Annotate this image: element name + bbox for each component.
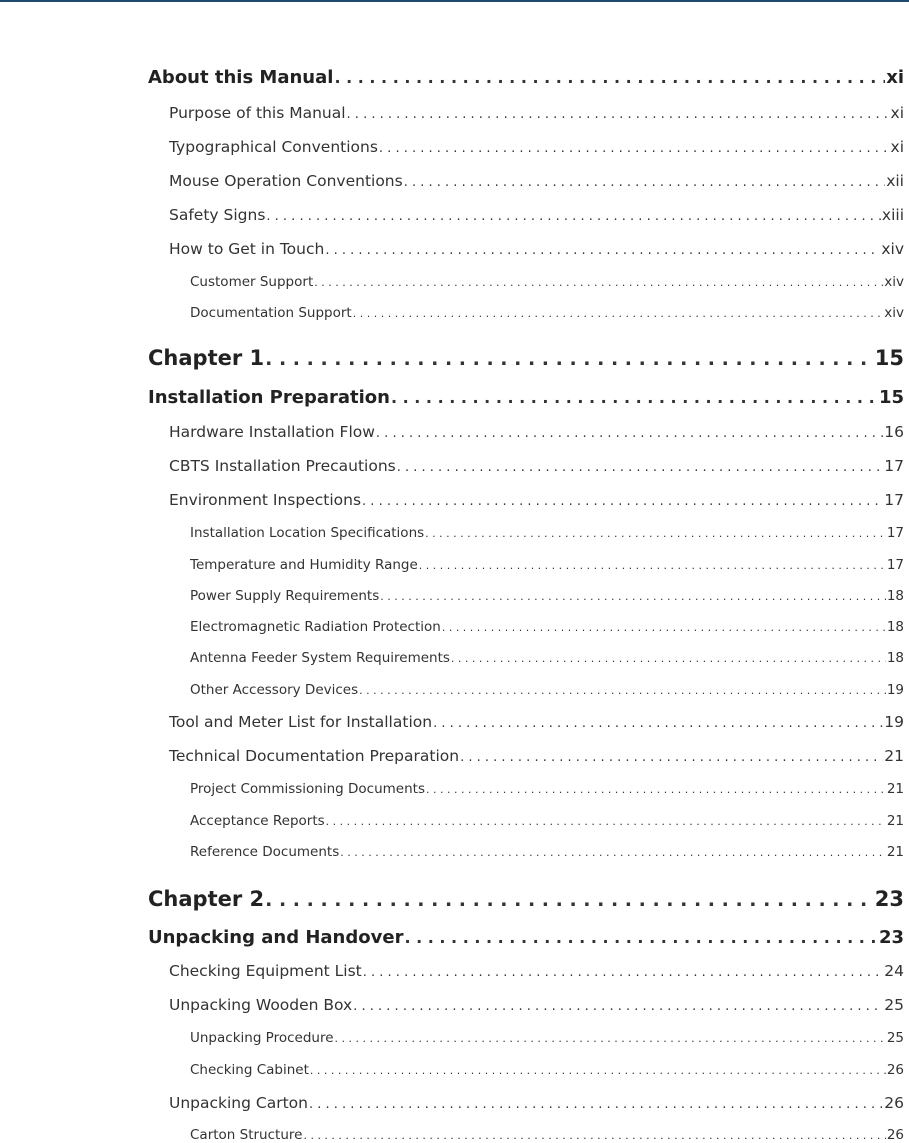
toc-entry[interactable] xyxy=(169,996,904,1014)
toc-title: Other Accessory Devices xyxy=(190,682,359,698)
toc-entry[interactable] xyxy=(169,747,904,765)
toc-title: Installation Preparation xyxy=(148,387,390,408)
toc-page: 17 xyxy=(886,525,904,541)
toc-leader xyxy=(376,426,883,441)
toc-leader xyxy=(325,243,880,258)
toc-page: 19 xyxy=(886,682,904,698)
toc-leader xyxy=(460,750,883,765)
toc-entry[interactable] xyxy=(190,619,904,635)
toc-entry[interactable] xyxy=(148,67,904,88)
toc-title: Environment Inspections xyxy=(169,491,362,509)
toc-page: 17 xyxy=(884,457,904,475)
toc-page: xii xyxy=(886,172,904,190)
toc-leader xyxy=(266,209,881,224)
toc-entry[interactable] xyxy=(190,1127,904,1143)
toc-title: Technical Documentation Preparation xyxy=(169,747,460,765)
toc-leader xyxy=(380,590,886,603)
toc-page: xiv xyxy=(881,240,904,258)
toc-leader xyxy=(379,141,890,156)
toc-title: Checking Cabinet xyxy=(190,1062,309,1078)
toc-page: 17 xyxy=(884,491,904,509)
toc-leader xyxy=(397,460,884,475)
toc-leader xyxy=(359,684,886,697)
toc-leader xyxy=(334,68,885,87)
toc-title: Mouse Operation Conventions xyxy=(169,172,403,190)
toc-leader xyxy=(353,307,884,320)
toc-page: 25 xyxy=(886,1030,904,1046)
toc-page: 16 xyxy=(884,423,904,441)
toc-entry[interactable] xyxy=(148,887,904,911)
toc-title: Purpose of this Manual xyxy=(169,104,346,122)
toc-entry[interactable] xyxy=(169,104,904,122)
toc-title: Electromagnetic Radiation Protection xyxy=(190,619,441,635)
toc-page: 21 xyxy=(886,844,904,860)
toc-page: 25 xyxy=(884,996,904,1014)
toc-title: Checking Equipment List xyxy=(169,962,362,980)
toc-page: 15 xyxy=(878,387,904,408)
toc-leader xyxy=(404,928,877,947)
toc-page: 15 xyxy=(874,346,904,370)
toc-entry[interactable] xyxy=(190,682,904,698)
toc-leader xyxy=(265,889,874,911)
toc-leader xyxy=(362,494,883,509)
toc-leader xyxy=(433,716,883,731)
toc-page: 26 xyxy=(886,1127,904,1143)
toc-leader xyxy=(347,107,890,122)
toc-entry[interactable] xyxy=(190,274,904,290)
toc-page: 18 xyxy=(886,650,904,666)
toc-entry[interactable] xyxy=(148,387,904,408)
toc-title: How to Get in Touch xyxy=(169,240,325,258)
toc-title: Antenna Feeder System Requirements xyxy=(190,650,450,666)
toc-page: 23 xyxy=(874,887,904,911)
toc-leader xyxy=(303,1129,885,1142)
toc-title: Acceptance Reports xyxy=(190,813,325,829)
toc-entry[interactable] xyxy=(190,305,904,321)
toc-title: Unpacking Carton xyxy=(169,1094,308,1112)
toc-page: 18 xyxy=(886,619,904,635)
toc-leader xyxy=(326,815,886,828)
toc-page: 26 xyxy=(884,1094,904,1112)
toc-page: 21 xyxy=(884,747,904,765)
toc-page: 21 xyxy=(886,781,904,797)
toc-title: Chapter 2 xyxy=(148,887,265,911)
toc-leader xyxy=(353,999,883,1014)
toc-title: About this Manual xyxy=(148,67,334,88)
toc-title: Installation Location Specifications xyxy=(190,525,425,541)
toc-entry[interactable] xyxy=(190,1062,904,1078)
toc-leader xyxy=(404,175,885,190)
toc-leader xyxy=(425,527,886,540)
toc-leader xyxy=(309,1097,883,1112)
toc-title: Reference Documents xyxy=(190,844,340,860)
toc-entry[interactable] xyxy=(169,457,904,475)
toc-page: xi xyxy=(886,67,904,88)
toc-page: 26 xyxy=(886,1062,904,1078)
toc-page: xiv xyxy=(884,305,904,321)
toc-leader xyxy=(265,348,874,370)
toc-page: 19 xyxy=(884,713,904,731)
toc-title: Typographical Conventions xyxy=(169,138,378,156)
toc-entry[interactable] xyxy=(190,813,904,829)
toc-leader xyxy=(310,1064,886,1077)
toc-title: Chapter 1 xyxy=(148,346,265,370)
toc-leader xyxy=(426,783,886,796)
toc-page: xiii xyxy=(881,206,904,224)
toc-leader xyxy=(442,621,886,634)
toc-title: Unpacking Procedure xyxy=(190,1030,334,1046)
toc-title: Temperature and Humidity Range xyxy=(190,557,418,573)
toc-entry[interactable] xyxy=(169,491,904,509)
toc-title: Customer Support xyxy=(190,274,314,290)
toc-page: 23 xyxy=(878,927,904,948)
toc-leader xyxy=(314,276,883,289)
toc-page: xi xyxy=(890,138,904,156)
toc-entry[interactable] xyxy=(169,172,904,190)
toc-page: 21 xyxy=(886,813,904,829)
toc-title: CBTS Installation Precautions xyxy=(169,457,396,475)
toc-entry[interactable] xyxy=(169,962,904,980)
toc-entry[interactable] xyxy=(190,525,904,541)
toc-title: Project Commissioning Documents xyxy=(190,781,425,797)
toc-title: Documentation Support xyxy=(190,305,352,321)
toc-title: Unpacking and Handover xyxy=(148,927,404,948)
toc-entry[interactable] xyxy=(190,650,904,666)
toc-entry[interactable] xyxy=(190,781,904,797)
toc-entry[interactable] xyxy=(169,206,904,224)
toc-page: 17 xyxy=(886,557,904,573)
toc-entry[interactable] xyxy=(190,1030,904,1046)
toc-entry[interactable] xyxy=(169,423,904,441)
toc-entry[interactable] xyxy=(169,1094,904,1112)
toc-page: xiv xyxy=(884,274,904,290)
toc-entry[interactable] xyxy=(148,346,904,370)
toc-entry[interactable] xyxy=(190,844,904,860)
toc-leader xyxy=(340,846,886,859)
toc-entry[interactable] xyxy=(169,138,904,156)
toc-leader xyxy=(391,388,878,407)
toc-entry[interactable] xyxy=(169,713,904,731)
toc-entry[interactable] xyxy=(190,557,904,573)
toc-title: Power Supply Requirements xyxy=(190,588,380,604)
toc-page: 18 xyxy=(886,588,904,604)
toc-leader xyxy=(451,652,886,665)
toc-entry[interactable] xyxy=(148,927,904,948)
toc-entry[interactable] xyxy=(169,240,904,258)
toc-title: Hardware Installation Flow xyxy=(169,423,375,441)
toc-leader xyxy=(419,559,886,572)
toc-entry[interactable] xyxy=(190,588,904,604)
toc-page: xi xyxy=(890,104,904,122)
toc-title: Tool and Meter List for Installation xyxy=(169,713,433,731)
toc-title: Carton Structure xyxy=(190,1127,303,1143)
toc-title: Unpacking Wooden Box xyxy=(169,996,353,1014)
toc-leader xyxy=(363,965,884,980)
toc-leader xyxy=(335,1032,886,1045)
toc-title: Safety Signs xyxy=(169,206,266,224)
toc-page: 24 xyxy=(884,962,904,980)
